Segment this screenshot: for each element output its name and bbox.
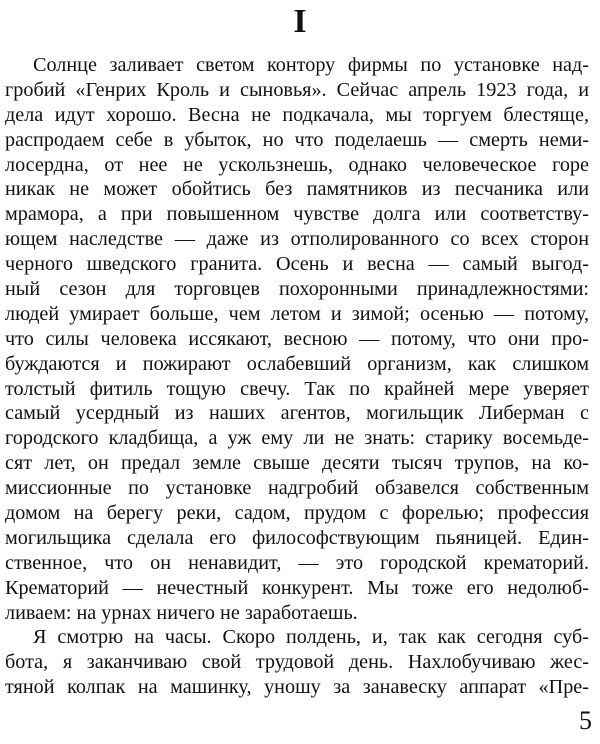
chapter-heading: I: [293, 3, 307, 40]
paragraph-2: [5, 625, 589, 700]
text-line: что силы человека иссякают, весною — потому, что они про-: [5, 327, 589, 350]
text-line: Солнце заливает светом контору фирмы по установке над-: [33, 54, 589, 76]
text-line: толстый фитиль тощую свечу. Так по крайней мере уверяет: [5, 377, 589, 400]
text-line: никак не может обойтись без памятников из песчаника или: [5, 178, 589, 201]
text-line: черного шведского гранита. Осень и весна — самый выгод-: [5, 253, 589, 276]
text-line: людей умирает больше, чем летом и зимой; осенью — потому,: [5, 302, 589, 325]
text-line: дела идут хорошо. Весна не подкачала, мы торгуем блестяще,: [5, 103, 589, 126]
text-line: городского кладбища, а уж ему ли не знать: старику восемьде-: [5, 427, 589, 450]
text-line: тяной колпак на машинку, уношу за занавеску аппарат «Пре-: [5, 676, 589, 699]
text-line: ственное, что он ненавидит, — это городской крематорий.: [5, 551, 589, 574]
text-line: ливаем: на урнах ничего не заработаешь.: [5, 601, 358, 624]
text-line: гробий «Генрих Кроль и сыновья». Сейчас апрель 1923 года, и: [5, 78, 589, 101]
text-line: ющем наследстве — даже из отполированного со всех сторон: [5, 228, 589, 251]
text-line: миссионные по установке надгробий обзавелся собственным: [5, 477, 589, 500]
paragraph-1: [5, 53, 589, 625]
text-line: бота, я заканчиваю свой трудовой день. Нахлобучиваю жес-: [5, 651, 589, 674]
text-line: сят лет, он предал земле свыше десяти тысяч трупов, на ко-: [5, 452, 589, 475]
text-line: Я смотрю на часы. Скоро полдень, и, так как сегодня суб-: [33, 626, 589, 649]
text-line: домом на берегу реки, садом, прудом с форелью; профессия: [5, 502, 589, 525]
text-line: могильщика сделала его философствующим пьяницей. Един-: [5, 526, 589, 549]
body-text: [5, 53, 589, 700]
text-line: распродаем себе в убыток, но что поделаешь — смерть неми-: [5, 128, 589, 151]
text-line: самый усердный из наших агентов, могильщик Либерман с: [5, 402, 589, 425]
text-line: мрамора, а при повышенном чувстве долга или соответству-: [5, 203, 589, 226]
text-line: буждаются и пожирают ослабевший организм, как слишком: [5, 352, 589, 375]
page-number: 5: [579, 706, 592, 735]
text-line: лосердна, от нее не ускользнешь, однако человеческое горе: [5, 153, 589, 176]
text-line: ный сезон для торговцев похоронными принадлежностями:: [5, 278, 589, 301]
text-line: Крематорий — нечестный конкурент. Мы тоже его недолюб-: [5, 576, 589, 599]
